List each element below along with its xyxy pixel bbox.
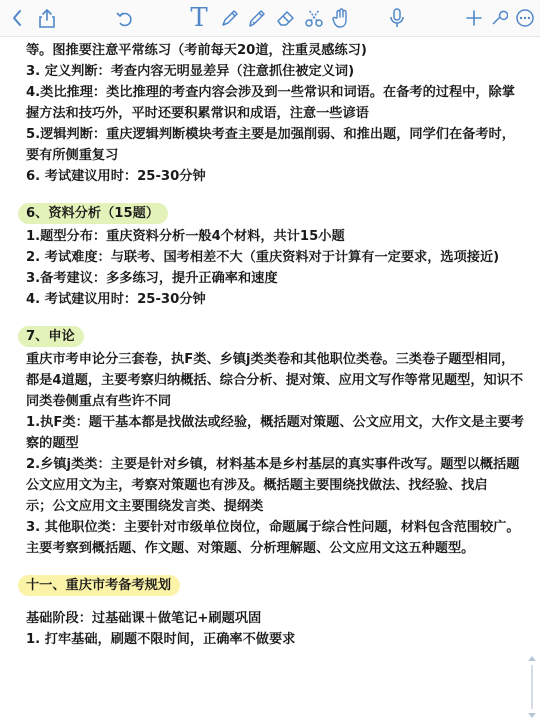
page-scroll-indicator[interactable] [526, 655, 538, 719]
list-item: 3.备考建议：多多练习，提升正确率和速度 [26, 271, 278, 286]
hand-icon[interactable] [329, 0, 353, 36]
pen-icon[interactable] [218, 0, 242, 36]
back-chevron-icon[interactable] [6, 0, 28, 36]
section-heading: 7、申论 [18, 326, 84, 347]
list-item: 1.题型分布：重庆资料分析一般4个材料，共计15小题 [26, 229, 345, 244]
eraser-icon[interactable] [274, 0, 298, 36]
paragraph: 重庆市考申论分三套卷，执F类、乡镇j类类卷和其他职位类卷。三类卷子题型相同，都是4道题，主要考察归纳概括、综合分析、提对策、应用文写作等常见题型，知识不同类卷侧重点有些许不同 [26, 352, 524, 409]
list-item: 5.逻辑判断：重庆逻辑判断模块考查主要是加强削弱、和推出题，同学们在备考时，要有所侧重复习 [26, 127, 515, 163]
microphone-icon[interactable] [387, 0, 407, 36]
plus-icon[interactable] [464, 0, 484, 36]
list-item: 3. 其他职位类：主要针对市级单位岗位，命题属于综合性问题，材料包含范围较广。主要考察到概括题、作文题、对策题、分析理解题、公文应用文这五种题型。 [26, 520, 520, 556]
section-heading: 十一、重庆市考备考规划 [18, 575, 180, 596]
note-content [26, 40, 526, 650]
highlighter-icon[interactable] [246, 0, 270, 36]
list-item: 1.执F类：题干基本都是找做法或经验，概括题对策题、公文应用文，大作文是主要考察的题型 [26, 415, 524, 451]
list-item: 1. 打牢基础，刷题不限时间，正确率不做要求 [26, 632, 296, 647]
scissors-icon[interactable] [302, 0, 326, 36]
list-item: 2.乡镇j类类：主要是针对乡镇，材料基本是乡村基层的真实事件改写。题型以概括题公文应用文为主，考察对策题也有涉及。概括题主要围绕找做法、找经验、找启 [26, 457, 520, 493]
list-item: 示；公文应用文主要围绕发言类、提纲类 [26, 499, 264, 514]
list-item: 3. 定义判断：考查内容无明显差异（注意抓住被定义词) [26, 64, 355, 79]
top-toolbar [0, 0, 540, 37]
list-item: 6. 考试建议用时：25-30分钟 [26, 169, 206, 184]
share-icon[interactable] [36, 0, 58, 36]
list-item: 4. 考试建议用时：25-30分钟 [26, 292, 206, 307]
section-heading: 6、资料分析（15题） [18, 203, 168, 224]
more-icon[interactable] [514, 0, 536, 36]
list-item: 4.类比推理：类比推理的考查内容会涉及到一些常识和词语。在备考的过程中，除掌握方法和技巧外，平时还要积累常识和成语，注意一些谚语 [26, 85, 515, 121]
text-tool-icon[interactable]: T [190, 3, 208, 33]
paragraph: 基础阶段：过基础课＋做笔记+刷题巩固 [26, 611, 262, 626]
wrench-icon[interactable] [489, 0, 509, 36]
undo-icon[interactable] [113, 0, 135, 36]
list-item: 2. 考试难度：与联考、国考相差不大（重庆资料对于计算有一定要求，选项接近) [26, 250, 500, 265]
paragraph: 等。图推要注意平常练习（考前每天20道，注重灵感练习) [26, 43, 367, 58]
